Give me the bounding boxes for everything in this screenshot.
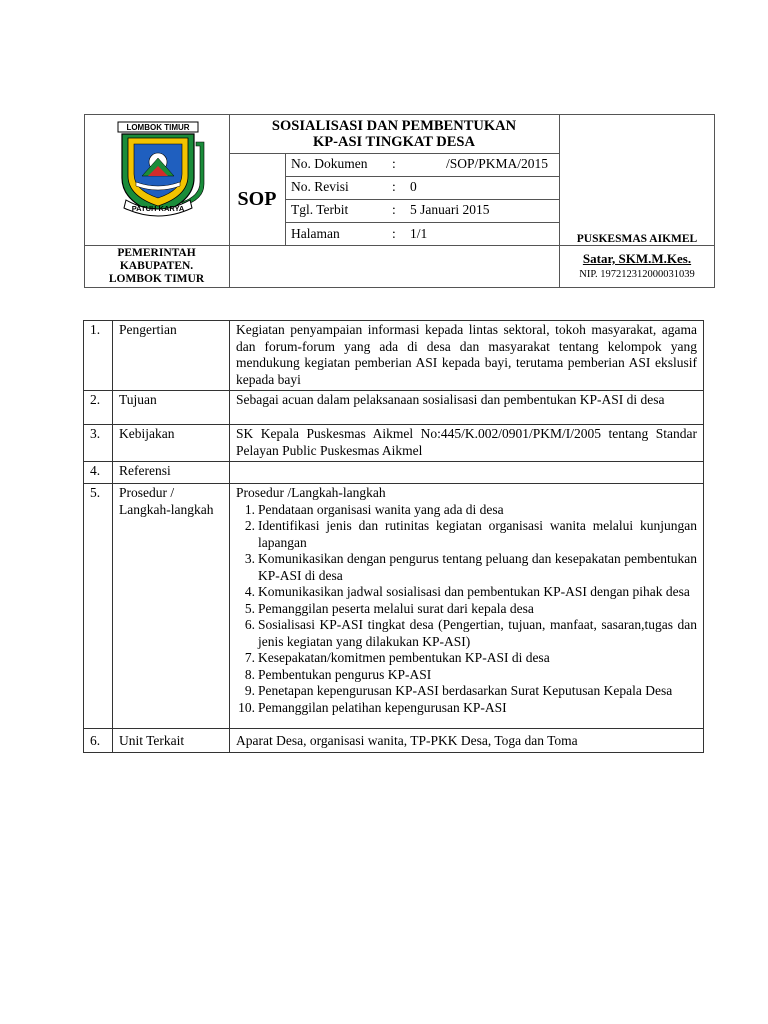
row-number: 6.	[84, 729, 113, 753]
sop-label: SOP	[237, 188, 277, 210]
step-text: Sosialisasi KP-ASI tingkat desa (Pengertian, tujuan, manfaat, sasaran,tugas dan jenis kegiatan yang dilakukan KP-ASI)	[258, 617, 697, 649]
meta-row-line-2	[285, 199, 559, 200]
step-text: Pemanggilan peserta melalui surat dari kepala desa	[258, 600, 534, 616]
row-label: Tujuan	[113, 391, 230, 425]
sop-title-line-1: SOSIALISASI DAN PEMBENTUKAN	[271, 118, 517, 134]
org-line-1: PEMERINTAH	[117, 247, 196, 259]
meta-value-dokumen: /SOP/PKMA/2015	[446, 156, 549, 171]
meta-label-dokumen: No. Dokumen	[291, 156, 368, 171]
row-label: Unit Terkait	[113, 729, 230, 753]
row-number: 2.	[84, 391, 113, 425]
table-row	[84, 462, 704, 484]
step-text: Komunikasikan jadwal sosialisasi dan pembentukan KP-ASI dengan pihak desa	[258, 584, 690, 599]
signer-nip: NIP. 197212312000031039	[579, 269, 695, 280]
header-title-bottom	[229, 153, 559, 154]
list-item	[236, 518, 697, 551]
lombok-timur-logo	[112, 120, 212, 220]
step-text: Kesepakatan/komitmen pembentukan KP-ASI di desa	[258, 650, 550, 665]
signer-name: Satar, SKM.M.Kes.	[582, 251, 692, 266]
list-item	[236, 551, 697, 584]
meta-value-revisi: 0	[410, 179, 417, 194]
sop-content-table	[83, 320, 704, 753]
row-label: Prosedur / Langkah-langkah	[113, 484, 230, 729]
step-text: Pemanggilan pelatihan kepengurusan KP-ASI	[258, 699, 507, 715]
step-text: Identifikasi jenis dan rutinitas kegiatan organisasi wanita melalui kunjungan lapangan	[258, 518, 697, 550]
row-content: Aparat Desa, organisasi wanita, TP-PKK Desa, Toga dan Toma	[230, 729, 704, 753]
step-number: 8.	[244, 666, 255, 682]
step-number: 6.	[244, 617, 255, 632]
org-line-2: KABUPATEN.	[119, 260, 194, 272]
meta-row-line-1	[285, 176, 559, 177]
list-item	[236, 700, 697, 717]
step-number: 2.	[244, 518, 255, 533]
meta-row-line-3	[285, 222, 559, 223]
row-number: 4.	[84, 462, 113, 484]
list-item	[236, 584, 697, 601]
logo-text-top: LOMBOK TIMUR	[126, 123, 190, 132]
row-label: Pengertian	[113, 321, 230, 391]
step-text: Pembentukan pengurus KP-ASI	[258, 666, 432, 682]
meta-sep-revisi: :	[392, 179, 396, 194]
step-number: 9.	[244, 683, 255, 698]
table-row	[84, 729, 704, 753]
row-content	[230, 462, 704, 484]
meta-sep-dokumen: :	[392, 156, 396, 171]
row-content: Kegiatan penyampaian informasi kepada lintas sektoral, tokoh masyarakat, agama dan forum-forum yang ada di desa dan masyarakat tentang kelompok yang mendukung kegiatan pemberian ASI kepada bayi, terutama pemberian ASI ekslusif kepada bayi	[230, 321, 704, 391]
meta-sep-halaman: :	[392, 226, 396, 241]
table-row	[84, 484, 704, 729]
step-number: 4.	[244, 584, 255, 599]
procedure-cell	[230, 484, 704, 729]
logo-ribbon-text: PATUH KARYA	[131, 204, 185, 213]
step-text: Penetapan kepengurusan KP-ASI berdasarkan Surat Keputusan Kepala Desa	[258, 683, 673, 698]
row-number: 3.	[84, 425, 113, 462]
list-item	[236, 502, 697, 519]
table-row	[84, 391, 704, 425]
step-number: 3.	[244, 551, 255, 566]
meta-label-revisi: No. Revisi	[291, 179, 349, 194]
procedure-heading: Prosedur /Langkah-langkah	[236, 485, 386, 500]
procedure-steps	[236, 502, 697, 717]
row-content: SK Kepala Puskesmas Aikmel No:445/K.002/0901/PKM/I/2005 tentang Standar Pelayan Public Puskesmas Aikmel	[230, 425, 704, 462]
puskesmas-name: PUSKESMAS AIKMEL	[576, 233, 698, 245]
table-row	[84, 425, 704, 462]
list-item	[236, 617, 697, 650]
list-item	[236, 667, 697, 684]
meta-label-halaman: Halaman	[291, 226, 340, 241]
list-item	[236, 650, 697, 667]
row-label: Referensi	[113, 462, 230, 484]
step-number: 7.	[244, 650, 255, 665]
step-text: Komunikasikan dengan pengurus tentang peluang dan kesepakatan pembentukan KP-ASI di desa	[258, 551, 697, 583]
meta-label-terbit: Tgl. Terbit	[291, 202, 349, 217]
step-number: 1.	[244, 501, 255, 517]
step-text: Pendataan organisasi wanita yang ada di desa	[258, 501, 504, 517]
sop-title-line-2: KP-ASI TINGKAT DESA	[313, 134, 475, 150]
row-content: Sebagai acuan dalam pelaksanaan sosialisasi dan pembentukan KP-ASI di desa	[230, 391, 704, 425]
table-row	[84, 321, 704, 391]
step-number: 5.	[244, 600, 255, 616]
meta-value-terbit: 5 Januari 2015	[410, 202, 490, 217]
step-number: 10.	[238, 699, 255, 715]
row-number: 1.	[84, 321, 113, 391]
list-item	[236, 683, 697, 700]
meta-value-halaman: 1/1	[410, 226, 428, 241]
list-item	[236, 601, 697, 618]
org-line-3: LOMBOK TIMUR	[108, 273, 205, 285]
row-number: 5.	[84, 484, 113, 729]
row-label: Kebijakan	[113, 425, 230, 462]
meta-sep-terbit: :	[392, 202, 396, 217]
